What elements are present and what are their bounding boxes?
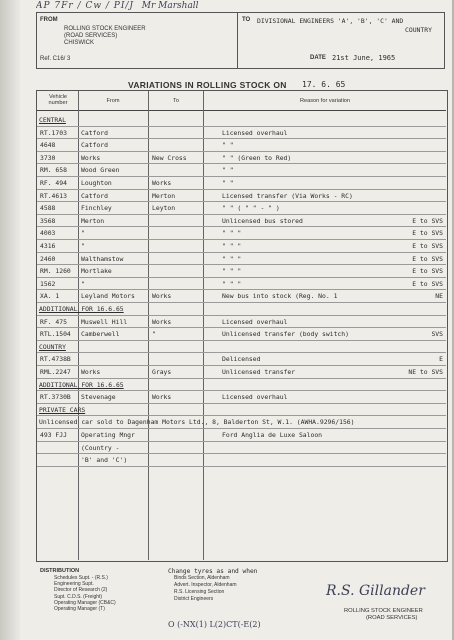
from-cell: 'B' and 'C') [81,456,128,465]
to-cell: Works [152,317,172,326]
to-cell: Merton [152,191,176,200]
row-rule [37,403,446,404]
row-rule [37,226,446,227]
section-heading: CENTRAL [39,116,66,124]
from-cell: Merton [81,216,105,225]
distribution-note: Binds Section, Aldenham [174,575,230,581]
to-cell: Leyton [152,204,176,213]
date-label: DATE [310,55,326,61]
section-heading: ADDITIONAL FOR 16.6.65 [39,380,124,389]
to-cell: Works [152,179,172,187]
from-cell: " [81,242,85,250]
reason-cell: Delicensed [222,355,261,364]
to-cell: New Cross [152,153,187,162]
to-label: TO [242,17,251,23]
row-rule [37,415,446,416]
from-line-2: (ROAD SERVICES) [64,33,118,39]
to-cell: " [152,330,156,339]
reason-cell: " " [222,179,234,187]
from-line-1: ROLLING STOCK ENGINEER [64,26,146,32]
reference: Ref. C16/ 3 [40,56,71,62]
row-rule [37,252,446,253]
reason-cell: Unlicensed transfer (body switch) [222,330,349,339]
reason-cell: " " [222,166,234,175]
engineer-cell: E to SVS [412,229,443,238]
signature-title: ROLLING STOCK ENGINEER [344,608,423,614]
row-rule [37,390,446,391]
to-addressees: DIVISIONAL ENGINEERS 'A', 'B', 'C' AND [257,17,404,25]
row-rule [37,163,446,164]
signature: R.S. Gillander [326,583,425,599]
vehicle-number: 2460 [40,254,56,263]
distribution-item: Schedules Supt. - (R.S.) [54,575,108,581]
title-date: 17. 6. 65 [302,80,346,89]
row-rule [37,264,446,265]
reason-cell: Unlicensed transfer [222,368,296,376]
from-cell: " [81,229,85,238]
distribution-item: Supt. C.D.S. (Freight) [54,593,103,600]
signature-subtitle: (ROAD SERVICES) [366,615,418,621]
header-reason: Reason for variation [299,98,351,104]
from-cell: Leyland Motors [81,292,135,301]
reason-cell: " " " [222,254,242,263]
engineer-cell: E to SVS [412,216,443,225]
vehicle-number: RF. 475 [40,317,67,326]
wide-note: Unlicensed car sold to Dagenham Motors Ltd., 8, Balderton St, W.1. (AWHA.9296/156) [39,418,355,427]
section-heading: PRIVATE CARS [39,405,86,414]
row-rule [37,340,446,341]
reason-cell: Licensed overhaul [222,317,288,326]
engineer-cell: E [439,355,443,364]
reason-cell: Licensed overhaul [222,128,288,137]
distribution-item: Engineering Supt. [54,581,94,588]
row-rule [37,352,446,353]
row-rule [37,151,446,152]
handwritten-formula: O (-NX(1) L(2)CT(-E(2) [168,620,261,629]
section-heading: ADDITIONAL FOR 16.6.65 [39,305,124,313]
from-cell: Catford [81,128,108,137]
distribution-item: Director of Research (2) [54,587,108,594]
from-cell: (Country - [81,443,120,452]
row-rule [37,365,446,366]
from-cell: Stevenage [81,393,116,402]
row-rule [37,277,446,278]
row-rule [37,138,446,139]
vehicle-number: 4648 [40,141,56,150]
engineer-cell: NE [435,292,443,301]
to-cell: Works [152,292,172,301]
row-rule [37,239,446,240]
vehicle-number: 4003 [40,229,56,238]
distribution-item: Operating Manager (CB&C) [54,599,116,606]
from-cell: Finchley [81,204,112,213]
engineer-cell: E to SVS [412,267,443,276]
header-to: To [173,98,179,104]
vehicle-number: RML.2247 [40,368,71,376]
row-rule [37,126,446,127]
to-addressees-2: COUNTRY [405,26,432,34]
header-from: From [106,98,120,104]
from-cell: Mortlake [81,267,112,276]
section-heading: COUNTRY [39,342,66,351]
vehicle-number: 493 FJJ [40,431,67,439]
reason-cell: Ford Anglia de Luxe Saloon [222,431,323,439]
from-cell: Walthamstow [81,254,124,263]
reason-cell: Unlicensed bus stored [222,216,303,225]
from-cell: Operating Mngr [81,431,135,439]
engineer-cell: E to SVS [412,279,443,288]
from-cell: " [81,279,85,288]
vehicle-number: RM. 658 [40,166,67,175]
distribution-note: Change tyres as and when [168,568,258,575]
row-rule [37,302,446,303]
row-rule [37,315,446,316]
row-rule [37,441,446,442]
date-value: 21st June, 1965 [332,54,396,62]
from-cell: Camberwell [81,330,120,339]
page-shadow [0,0,20,640]
vehicle-number: 4588 [40,204,56,213]
vehicle-number: RT.4738B [40,355,71,364]
row-rule [37,289,446,290]
row-rule [37,189,446,190]
from-cell: Loughton [81,179,112,187]
vehicle-number: 3568 [40,216,56,225]
row-rule [37,428,446,429]
vehicle-number: XA. 1 [40,292,60,301]
reason-cell: New bus into stock (Reg. No. 1 [222,292,338,301]
distribution-note: Advert. Inspector, Aldenham [174,582,237,588]
handwritten-note: AP 7Fr / Cw / PI/J Mr Marshall [36,1,199,11]
vehicle-number: RTL.1504 [40,330,71,339]
vehicle-number: RT.4613 [40,191,67,200]
header-rule [37,110,446,111]
reason-cell: " " " [222,242,242,250]
vehicle-number: RT.1703 [40,128,67,137]
vehicle-number: RT.3730B [40,393,71,402]
from-cell: Wood Green [81,166,120,175]
from-line-3: CHISWICK [64,40,94,46]
to-cell: Works [152,393,172,402]
reason-cell: " " " [222,267,242,276]
form-title: VARIATIONS IN ROLLING STOCK ON [128,80,287,90]
row-rule [37,327,446,328]
reason-cell: " " [222,141,234,150]
from-label: FROM [40,17,58,23]
vehicle-number: 4316 [40,242,56,250]
distribution-note: R.S. Licensing Section [174,589,225,595]
to-cell: Grays [152,368,172,376]
from-cell: Works [81,153,101,162]
engineer-cell: E to SVS [412,254,443,263]
reason-cell: " " " [222,279,242,288]
row-rule [37,378,446,379]
from-cell: Muswell Hill [81,317,128,326]
row-rule [37,214,446,215]
row-rule [37,453,446,454]
engineer-cell: E to SVS [412,242,443,250]
distribution-label: DISTRIBUTION [40,568,80,574]
reason-cell: " " " [222,229,242,238]
reason-cell: " " ( " " - " ) [222,204,280,213]
vehicle-number: 3730 [40,153,56,162]
distribution-note: District Engineers [174,596,214,602]
reason-cell: " " (Green to Red) [222,153,292,162]
from-cell: Catford [81,141,108,150]
engineer-cell: NE to SVS [408,368,443,376]
vehicle-number: RF. 494 [40,179,67,187]
header-vehicle-number: Vehicle number [48,94,68,106]
row-rule [37,176,446,177]
from-cell: Works [81,368,101,376]
distribution-item: Operating Manager (T) [54,606,105,612]
row-rule [37,201,446,202]
vehicle-number: 1562 [40,279,56,288]
reason-cell: Licensed overhaul [222,393,288,402]
reason-cell: Licensed transfer (Via Works - RC) [222,191,353,200]
vehicle-number: RM. 1260 [40,267,71,276]
row-rule [37,466,446,467]
engineer-cell: SVS [431,330,443,339]
from-cell: Catford [81,191,108,200]
